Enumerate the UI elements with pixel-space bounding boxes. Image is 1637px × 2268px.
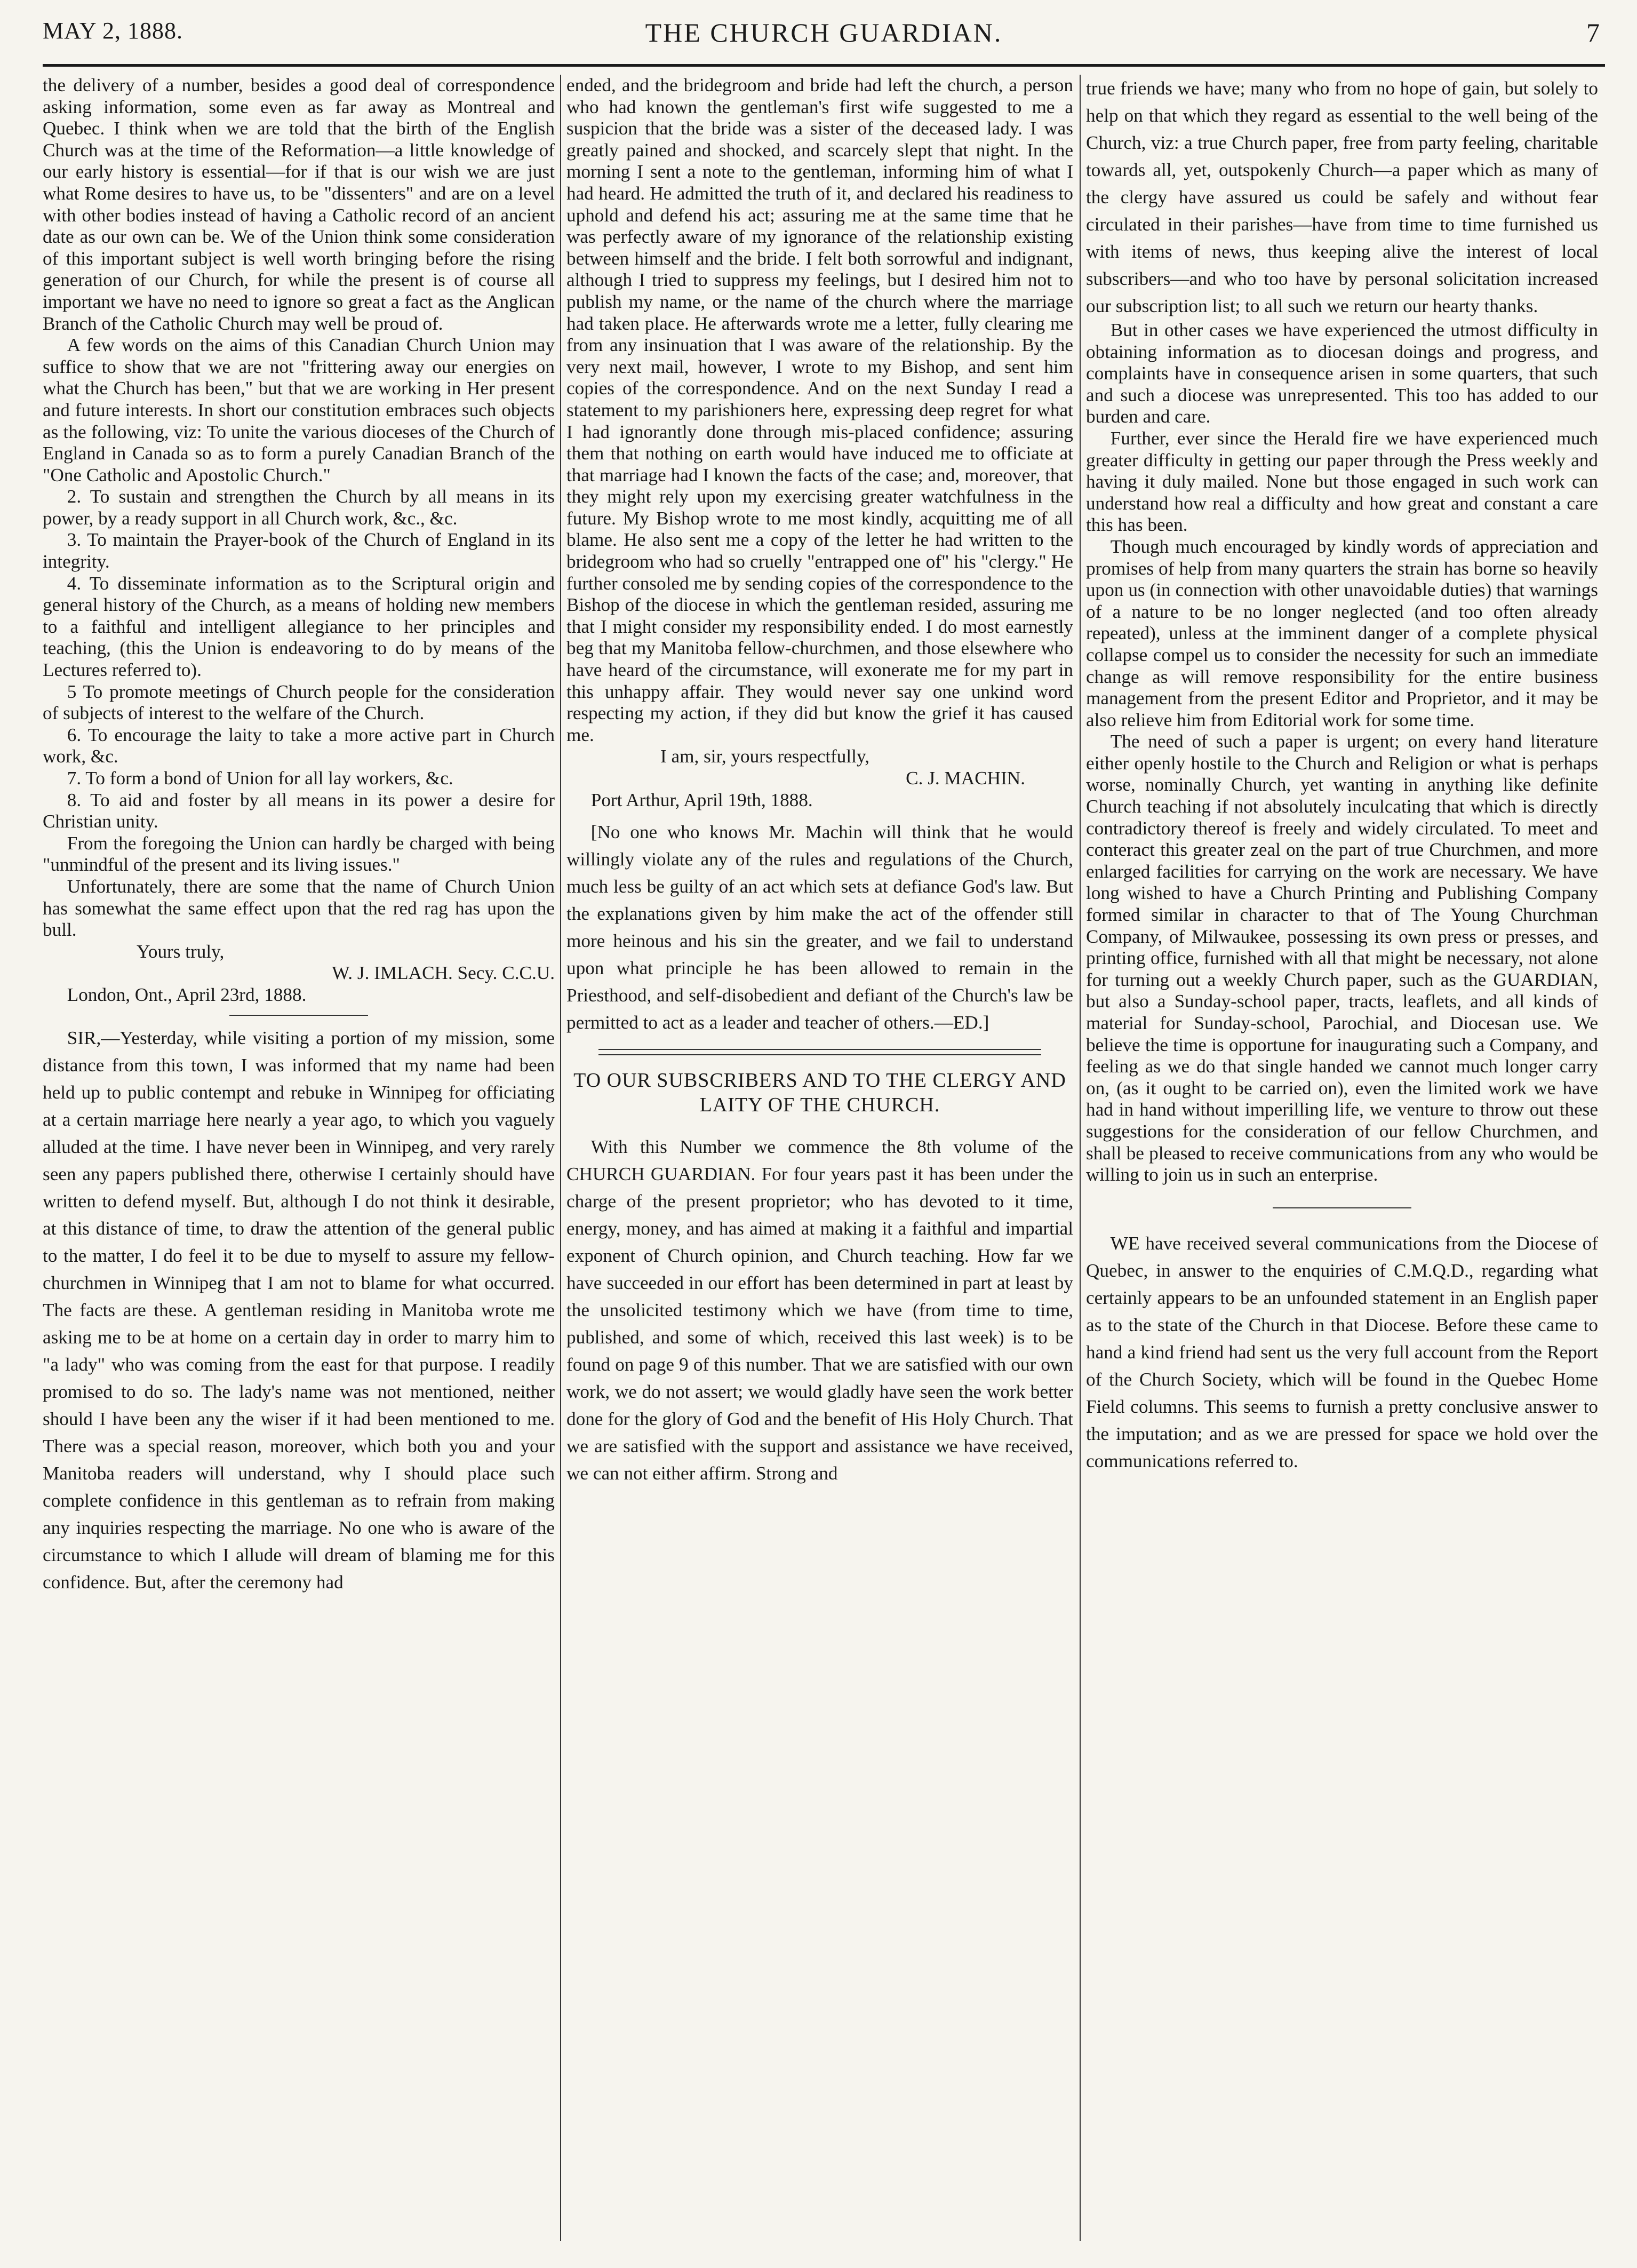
column-3 [1086,75,1598,2251]
editor-note: [No one who knows Mr. Machin will think that he would willingly violate any of the rules and regulations of the Church, much less be guilty of an act which sets at defiance God's law. But the explanations given by him make the act of the offender still more heinous and his sin the greater, and we fail to understand upon what principle he has been allowed to remain in the Priesthood, and self-disobedient and defiant of the Church's law be permitted to act as a leader and teacher of others.—ED.] [566,822,1073,1033]
machin-letter-paragraph: ended, and the bridegroom and bride had left the church, a person who had known the gentleman's first wife suggested to me a suspicion that the bride was a sister of the deceased lady. I was greatly pained and shocked, and scarcely slept that night. In the morning I sent a note to the gentleman, informing him of what I had heard. He admitted the truth of it, and declared his readiness to uphold and defend his act; assuring me at the same time that he was perfectly aware of my ignorance of the relationship existing between himself and the bride. I felt both sorrowful and indignant, although I tried to suppress my feelings, but I desired him not to publish my name, or the name of the church where the marriage had taken place. He afterwards wrote me a letter, fully clearing me from any insinuation that I was aware of the relationship. By the very next mail, however, I wrote to my Bishop, and sent him copies of the correspondence. And on the next Sunday I read a statement to my parishioners here, expressing deep regret for what I had ignorantly done through mis-placed confidence; assuring them that nothing on earth would have induced me to officiate at that marriage had I known the facts of the case; and, moreover, that they might rely upon my exercising greater watchfulness in the future. My Bishop wrote to me most kindly, acquitting me of all blame. He also sent me a copy of the letter he had written to the bridegroom who had so cruelly "entrapped one of" his "clergy." He further consoled me by sending copies of the correspondence to the Bishop of the diocese in which the gentleman resided, assuring me that I might consider my responsibility ended. I do most earnestly beg that my Manitoba fellow-churchmen, and those elsewhere who have heard of the circumstance, will exonerate me for my part in this unhappy affair. They would never say one unkind word respecting my action, if they did but know the grief it has caused me. [566,75,1073,745]
page-number: 7 [1586,18,1600,47]
letter-signature: C. J. MACHIN. [906,768,1025,789]
column-divider [1080,75,1081,2241]
union-aim-item: 2. To sustain and strengthen the Church by all means in its power, by a ready support in all Church work, &c., &c. [43,486,555,529]
union-aim-item: 4. To disseminate information as to the Scriptural origin and general history of the Church, as a means of holding new members to a faithful and intelligent allegiance to her principles and teaching, (this the Union is endeavoring to do by means of the Lectures referred to). [43,572,555,681]
column-1 [43,75,555,2251]
union-aim-item: 6. To encourage the laity to take a more active part in Church work, &c. [43,724,555,767]
subscribers-paragraph: Though much encouraged by kindly words of appreciation and promises of help from many quarters the strain has borne so heavily upon us (in connection with other unavoidable duties) that warnings of a nature to be no longer neglected (and too often already repeated), unless at the imminent danger of a complete physical collapse compel us to consider the necessity for such an immediate change as will remove responsibility for the entire business management from the present Editor and Proprietor, and it may be also relieve him from Editorial work for some time. [1086,536,1598,730]
section-rule [598,1049,1041,1055]
union-letter-paragraph: From the foregoing the Union can hardly be charged with being "unmindful of the present and its living issues." [43,832,555,876]
letter-signature: W. J. IMLACH. Secy. C.C.U. [332,962,555,984]
section-rule [1273,1207,1411,1208]
union-letter-paragraph: A few words on the aims of this Canadian Church Union may suffice to show that we are not "frittering away our energies on what the Church has been," but that we are working in Her present and future interests. In short our constitution embraces such objects as the following, viz: To unite the various dioceses of the Church of England in Canada so as to form a purely Canadian Branch of the "One Catholic and Apostolic Church." [43,335,555,486]
newspaper-title: THE CHURCH GUARDIAN. [645,18,1003,47]
quebec-paragraph: WE have received several communications from the Diocese of Quebec, in answer to the enquiries of C.M.Q.D., regarding what certainly appears to be an unfounded statement in an English paper as to the state of the Church in that Diocese. Before these came to hand a kind friend had sent us the very full account from the Report of the Church Society, which will be found in the Quebec Home Field columns. This seems to furnish a pretty conclusive answer to the imputation; and as we are pressed for space we hold over the communications referred to. [1086,1232,1598,1471]
subscribers-paragraph: With this Number we commence the 8th volume of the CHURCH GUARDIAN. For four years past it has been under the charge of the present proprietor; who has devoted to it time, energy, money, and has aimed at making it a faithful and impartial exponent of Church opinion, and Church teaching. How far we have succeeded in our effort has been determined in part at least by the unsolicited testimony which we have (from time to time, published, and some of which, received this last week) is to be found on page 9 of this number. That we are satisfied with our own work, we do not assert; we would gladly have seen the work better done for the glory of God and the benefit of His Holy Church. That we are satisfied with the support and assistance we have received, we can not either affirm. Strong and [566,1136,1073,1484]
column-2 [566,75,1073,2251]
union-aim-item: 8. To aid and foster by all means in its power a desire for Christian unity. [43,789,555,832]
subscribers-paragraph: But in other cases we have experienced the utmost difficulty in obtaining information as to diocesan doings and progress, and complaints have in consequence arisen in some quarters, that such and such a diocese was unrepresented. This too has added to our burden and care. [1086,320,1598,427]
union-aim-item: 7. To form a bond of Union for all lay workers, &c. [67,768,453,789]
union-letter-paragraph: the delivery of a number, besides a good deal of correspondence asking information, some even as far away as Montreal and Quebec. I think when we are told that the birth of the English Church was at the time of the Reformation—a little knowledge of our early history is essential—for if that is our wish we are just what Rome desires to have us, to be "dissenters" and are on a level with other bodies instead of having a Catholic record of an ancient date as our own can be. We of the Union think some consideration of this important subject is well worth bringing before the rising generation of our Church, for while the present is of course all important we have no need to ignore so great a fact as the Anglican Branch of the Catholic Church may well be proud of. [43,75,555,334]
masthead [43,5,1605,67]
issue-date: MAY 2, 1888. [43,18,183,44]
union-aim-item: 3. To maintain the Prayer-book of the Church of England in its integrity. [43,529,555,572]
column-divider [560,75,561,2241]
machin-letter-paragraph: SIR,—Yesterday, while visiting a portion of my mission, some distance from this town, I was informed that my name had been held up to public contempt and rebuke in Winnipeg for officiating at a certain marriage here nearly a year ago, to which you vaguely alluded at the time. I have never been in Winnipeg, and very rarely seen any papers published there, otherwise I certainly should have written to defend myself. But, although I do not think it desirable, at this distance of time, to draw the attention of the general public to the matter, I do feel it to be due to myself to assure my fellow-churchmen in Winnipeg that I am not to blame for what occurred. The facts are these. A gentleman residing in Manitoba wrote me asking me to be at home on a certain day in order to marry him to "a lady" who was coming from the east for that purpose. I readily promised to do so. The lady's name was not mentioned, neither should I have been any the wiser if it had been mentioned to me. There was a special reason, moreover, which both you and your Manitoba readers will understand, why I should place such complete confidence in this gentleman as to refrain from making any inquiries respecting the marriage. No one who is aware of the circumstance to which I allude will dream of blaming me for this confidence. But, after the ceremony had [43,1027,555,1593]
letter-closing: I am, sir, yours respectfully, [660,746,870,767]
section-rule [229,1015,368,1016]
union-aim-item: 5 To promote meetings of Church people for the consideration of subjects of interest to the welfare of the Church. [43,681,555,724]
article-heading: TO OUR SUBSCRIBERS AND TO THE CLERGY AND LAITY OF THE CHURCH. [573,1069,1066,1117]
letter-dateline: London, Ont., April 23rd, 1888. [67,984,307,1005]
letter-dateline: Port Arthur, April 19th, 1888. [590,789,813,810]
letter-closing: Yours truly, [137,941,225,962]
subscribers-paragraph: The need of such a paper is urgent; on every hand literature either openly hostile to the Church and Religion or what is perhaps worse, nominally Church, yet wanting in anything like definite Church teaching if not absolutely inculcating that which is directly contradictory thereof is freely and widely circulated. To meet and conteract this greater zeal on the part of true Churchmen, and more enlarged facilities for carrying on the work are necessary. We have long wished to have a Church Printing and Publishing Company formed similar in character to that of The Young Churchman Company, of Milwaukee, possessing its own press or presses, and printing office, furnished with all that might be necessary, not alone for turning out a weekly Church paper, such as the GUARDIAN, but also a Sunday-school paper, tracts, leaflets, and all kinds of material for Sunday-school, Parochial, and Diocesan use. We believe the time is opportune for inaugurating such a Company, and feeling as we do that single handed we cannot much longer carry on, (as it ought to be carried on), even the limited work we have had in hand without imperilling life, we venture to throw out these suggestions for the consideration of our fellow Churchmen, and shall be pleased to receive communications from any who would be willing to join us in such an enterprise. [1086,731,1598,1185]
subscribers-paragraph: true friends we have; many who from no hope of gain, but solely to help on that which they regard as essential to the well being of the Church, viz: a true Church paper, free from party feeling, charitable towards all, yet, outspokenly Church—a paper which as many of the clergy have assured us could be safely and without fear circulated in their parishes—have from time to time furnished us with items of news, thus keeping alive the interest of local subscribers—and who too have by personal solicitation increased our subscription list; to all such we return our hearty thanks. [1086,78,1598,316]
subscribers-paragraph: Further, ever since the Herald fire we have experienced much greater difficulty in getting our paper through the Press weekly and having it duly mailed. None but those engaged in such work can understand how real a difficulty and how great and constant a care this has been. [1086,427,1598,536]
union-letter-paragraph: Unfortunately, there are some that the name of Church Union has somewhat the same effect upon that the red rag has upon the bull. [43,876,555,941]
